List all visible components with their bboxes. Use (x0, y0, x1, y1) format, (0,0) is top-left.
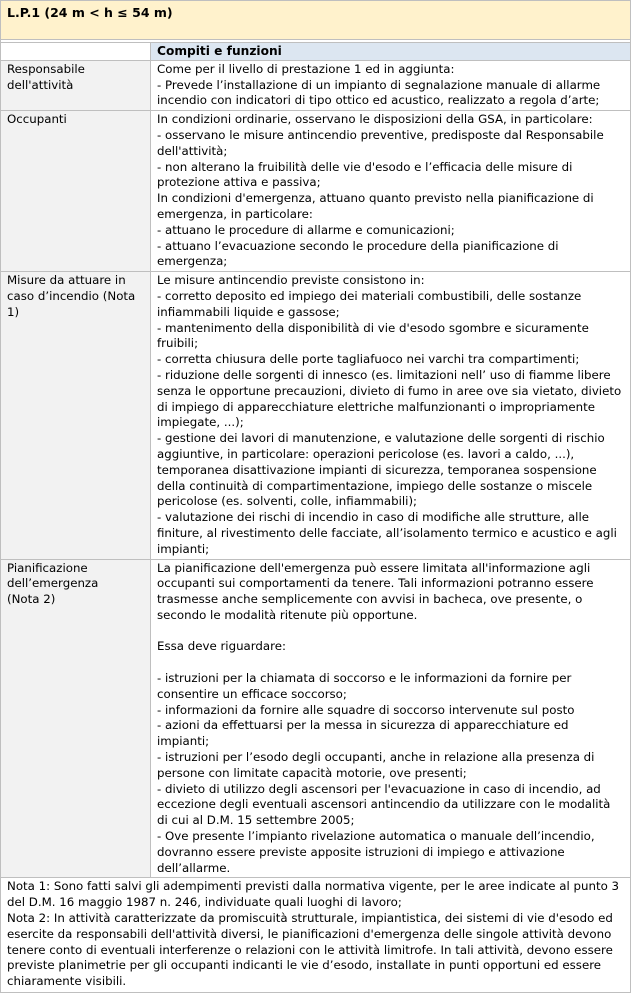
content-paragraph: Essa deve riguardare: (157, 639, 286, 654)
row-content-cell (151, 111, 631, 272)
row-label-line: Responsabile (7, 61, 85, 76)
content-paragraph: - osservano le misure antincendio preventive, predisposte dal Responsabile dell'attività; (157, 127, 604, 158)
row-responsabile (1, 60, 631, 110)
row-label-cell (1, 60, 151, 110)
row-label-line: dell’emergenza (7, 576, 99, 591)
row-label-line: Occupanti (7, 112, 67, 127)
content-paragraph: - riduzione delle sorgenti di innesco (es. limitazioni nell’ uso di fiamme libere senza le opportune precauzioni, divieto di fumo in aree ove sia vietato, divieto di impiego di apparecchiature elettriche malfunzionanti o impropriamente impiegate, ...); (157, 367, 622, 430)
note-paragraph: Nota 2: In attività caratterizzate da promiscuità strutturale, impiantistica, dei sistemi di vie d'esodo ed esercite da responsabili dell'attività diversi, le pianificazioni d'emergenza delle singole attività devono tenere conto di eventuali interferenze o relazioni con le attività limitrofe. In tali attività, devono essere previste planimetrie per gli occupanti indicanti le vie d’esodo, installate in punti opportuni ed essere chiaramente visibili. (7, 911, 613, 989)
row-label-line: (Nota 2) (7, 592, 56, 607)
content-paragraph: - non alterano la fruibilità delle vie d'esodo e l’efficacia delle misure di protezione attiva e passiva; (157, 159, 573, 190)
content-paragraph: - valutazione dei rischi di incendio in caso di modifiche alle strutture, alle finiture, al rivestimento delle facciate, all’isolamento termico e acustico e agli impianti; (157, 510, 617, 556)
row-label-line: Misure da attuare in (7, 273, 126, 288)
content-paragraph: - Prevede l’installazione di un impianto di segnalazione manuale di allarme incendio con indicatori di tipo ottico ed acustico, realizzato a regola d’arte; (157, 77, 601, 108)
header-compiti-e-funzioni: Compiti e funzioni (151, 43, 631, 61)
content-paragraph: La pianificazione dell'emergenza può essere limitata all'informazione agli occupanti sui comportamenti da tenere. Tali informazioni potranno essere trasmesse anche semplicemente con avvisi in bacheca, ove presente, o secondo le modalità ritenute più opportune. (157, 560, 594, 622)
row-label-cell (1, 272, 151, 559)
content-paragraph: - istruzioni per l’esodo degli occupanti, anche in relazione alla presenza di persone con limitate capacità motorie, ove presenti; (157, 750, 595, 780)
content-paragraph: - informazioni da fornire alle squadre di soccorso intervenute sul posto (157, 702, 575, 717)
row-occupanti (1, 111, 631, 272)
content-paragraph: In condizioni d'emergenza, attuano quanto previsto nella pianificazione di emergenza, in particolare: (157, 191, 594, 221)
content-paragraph: Come per il livello di prestazione 1 ed in aggiunta: (157, 61, 455, 76)
blank-line (157, 655, 624, 671)
row-pianificazione-emergenza (1, 559, 631, 878)
row-label-line: Pianificazione (7, 560, 88, 575)
content-paragraph: - attuano le procedure di allarme e comunicazioni; (157, 222, 455, 237)
content-paragraph: In condizioni ordinarie, osservano le disposizioni della GSA, in particolare: (157, 112, 593, 127)
row-label-line: caso d’incendio (Nota (7, 288, 136, 303)
row-misure-incendio (1, 272, 631, 559)
content-paragraph: - mantenimento della disponibilità di vie d'esodo sgombre e sicuramente fruibili; (157, 320, 589, 351)
table-body (1, 60, 631, 878)
header-row (1, 43, 631, 61)
content-paragraph: - istruzioni per la chiamata di soccorso e le informazioni da fornire per consentire un efficace soccorso; (157, 671, 572, 701)
content-paragraph: - divieto di utilizzo degli ascensori per l'evacuazione in caso di incendio, ad eccezione degli eventuali ascensori antincendio da utilizzare con le modalità di cui al D.M. 15 settembre 2005; (157, 781, 611, 828)
notes-row (1, 878, 631, 993)
content-paragraph: - azioni da effettuarsi per la messa in sicurezza di apparecchiature ed impianti; (157, 718, 569, 749)
header-left-cell (1, 43, 151, 61)
row-label-line: dell'attività (7, 77, 74, 92)
content-paragraph: Le misure antincendio previste consistono in: (157, 273, 425, 288)
row-label-line: 1) (7, 304, 20, 319)
title-row (1, 1, 631, 40)
row-label-cell (1, 111, 151, 272)
content-paragraph: - gestione dei lavori di manutenzione, e valutazione delle sorgenti di rischio aggiuntive, in particolare: operazioni pericolose (es. lavori a caldo, ...), temporanea disattivazione impianti di sicurezza, temporanea sospensione della continuità di compartimentazione, impiego delle sostanze o miscele pericolose (es. solventi, colle, infiammabili); (157, 431, 605, 509)
blank-line (157, 624, 624, 640)
row-content-cell (151, 272, 631, 559)
notes-cell (1, 878, 631, 993)
content-paragraph: - corretto deposito ed impiego dei materiali combustibili, delle sostanze infiammabili liquide e gassose; (157, 288, 582, 319)
row-label-cell (1, 559, 151, 878)
table-title: L.P.1 (24 m < h ≤ 54 m) (1, 1, 631, 40)
content-paragraph: - corretta chiusura delle porte tagliafuoco nei varchi tra compartimenti; (157, 352, 580, 367)
row-content-cell (151, 60, 631, 110)
note-paragraph: Nota 1: Sono fatti salvi gli adempimenti previsti dalla normativa vigente, per le aree indicate al punto 3 del D.M. 16 maggio 1987 n. 246, individuate quali luoghi di lavoro; (7, 879, 620, 910)
content-paragraph: - attuano l’evacuazione secondo le procedure della pianificazione di emergenza; (157, 238, 559, 269)
content-paragraph: - Ove presente l’impianto rivelazione automatica o manuale dell’incendio, dovranno essere previste apposite istruzioni di impiego e attivazione dell’allarme. (157, 829, 595, 875)
row-content-cell (151, 559, 631, 878)
